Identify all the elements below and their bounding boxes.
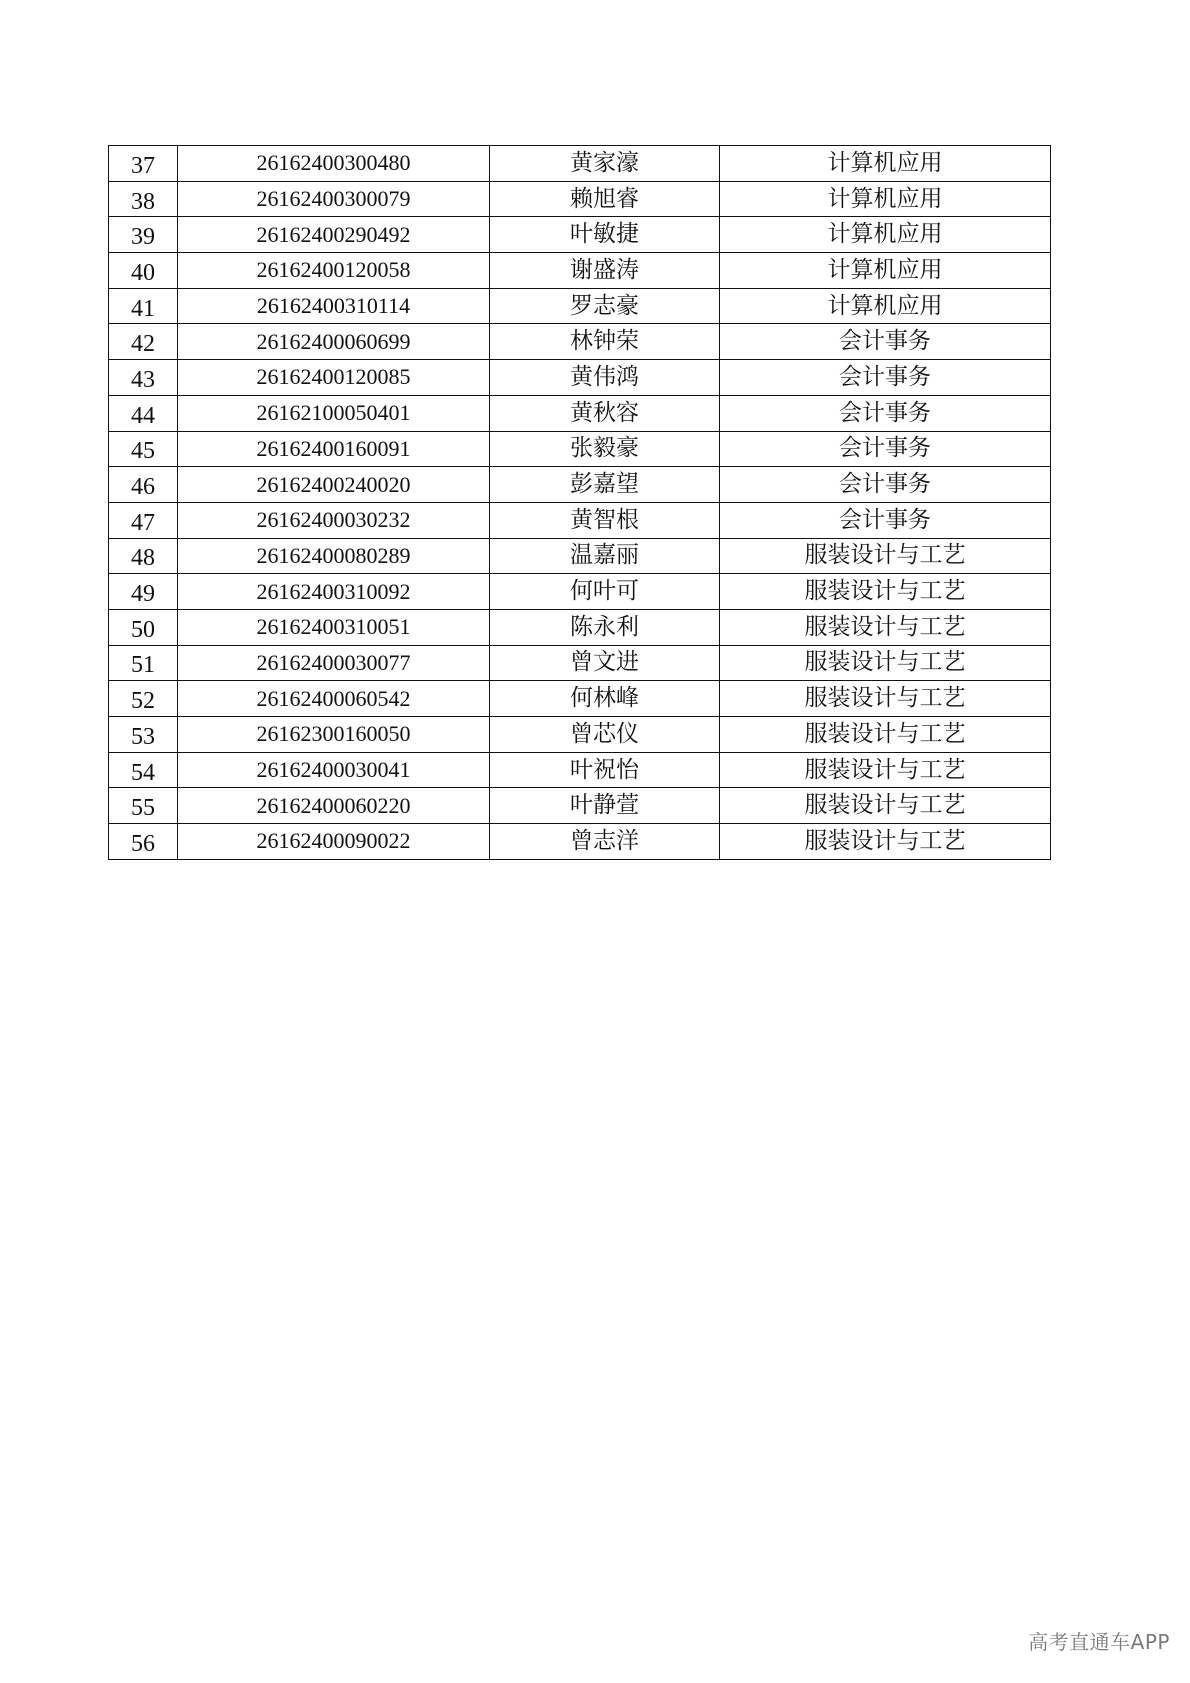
row-number-cell: 49 [109, 574, 178, 610]
student-name-cell: 曾志洋 [490, 824, 720, 860]
candidate-id-cell: 26162400120085 [178, 360, 490, 396]
table-row [109, 360, 1051, 396]
candidate-id-cell: 26162400310051 [178, 609, 490, 645]
table-row [109, 788, 1051, 824]
row-number-cell: 45 [109, 431, 178, 467]
table-row [109, 324, 1051, 360]
row-number-cell: 50 [109, 609, 178, 645]
student-name-cell: 林钟荣 [490, 324, 720, 360]
watermark: 高考直通车APP [1028, 1630, 1170, 1654]
major-cell: 计算机应用 [720, 146, 1051, 182]
row-number-cell: 41 [109, 288, 178, 324]
major-cell: 会计事务 [720, 360, 1051, 396]
major-cell: 服装设计与工艺 [720, 681, 1051, 717]
major-cell: 会计事务 [720, 431, 1051, 467]
student-name-cell: 谢盛涛 [490, 253, 720, 289]
candidate-id-cell: 26162400080289 [178, 538, 490, 574]
candidate-id-cell: 26162400090022 [178, 824, 490, 860]
table-row [109, 609, 1051, 645]
major-cell: 计算机应用 [720, 288, 1051, 324]
major-cell: 服装设计与工艺 [720, 717, 1051, 753]
major-cell: 服装设计与工艺 [720, 574, 1051, 610]
student-name-cell: 黄家濠 [490, 146, 720, 182]
row-number-cell: 54 [109, 752, 178, 788]
student-name-cell: 张毅豪 [490, 431, 720, 467]
student-name-cell: 叶祝怡 [490, 752, 720, 788]
candidate-id-cell: 26162100050401 [178, 395, 490, 431]
row-number-cell: 46 [109, 467, 178, 503]
candidate-id-cell: 26162400120058 [178, 253, 490, 289]
student-name-cell: 彭嘉望 [490, 467, 720, 503]
table-row [109, 395, 1051, 431]
major-cell: 服装设计与工艺 [720, 824, 1051, 860]
table-row [109, 253, 1051, 289]
major-cell: 会计事务 [720, 324, 1051, 360]
student-name-cell: 陈永利 [490, 609, 720, 645]
candidate-id-cell: 26162400310092 [178, 574, 490, 610]
table-row [109, 467, 1051, 503]
student-name-cell: 温嘉丽 [490, 538, 720, 574]
student-table-body [109, 146, 1051, 860]
student-name-cell: 赖旭睿 [490, 181, 720, 217]
row-number-cell: 48 [109, 538, 178, 574]
row-number-cell: 39 [109, 217, 178, 253]
row-number-cell: 37 [109, 146, 178, 182]
candidate-id-cell: 26162400310114 [178, 288, 490, 324]
candidate-id-cell: 26162400030041 [178, 752, 490, 788]
student-name-cell: 何叶可 [490, 574, 720, 610]
student-name-cell: 黄秋容 [490, 395, 720, 431]
candidate-id-cell: 26162400290492 [178, 217, 490, 253]
candidate-id-cell: 26162300160050 [178, 717, 490, 753]
candidate-id-cell: 26162400300079 [178, 181, 490, 217]
row-number-cell: 44 [109, 395, 178, 431]
row-number-cell: 56 [109, 824, 178, 860]
row-number-cell: 38 [109, 181, 178, 217]
major-cell: 计算机应用 [720, 181, 1051, 217]
row-number-cell: 55 [109, 788, 178, 824]
candidate-id-cell: 26162400030232 [178, 502, 490, 538]
row-number-cell: 52 [109, 681, 178, 717]
row-number-cell: 53 [109, 717, 178, 753]
table-row [109, 717, 1051, 753]
major-cell: 服装设计与工艺 [720, 538, 1051, 574]
table-row [109, 574, 1051, 610]
table-row [109, 681, 1051, 717]
table-row [109, 288, 1051, 324]
major-cell: 服装设计与工艺 [720, 788, 1051, 824]
table-row [109, 824, 1051, 860]
candidate-id-cell: 26162400060542 [178, 681, 490, 717]
table-row [109, 502, 1051, 538]
student-name-cell: 曾文进 [490, 645, 720, 681]
student-name-cell: 罗志豪 [490, 288, 720, 324]
major-cell: 计算机应用 [720, 253, 1051, 289]
row-number-cell: 40 [109, 253, 178, 289]
candidate-id-cell: 26162400240020 [178, 467, 490, 503]
row-number-cell: 51 [109, 645, 178, 681]
student-name-cell: 黄伟鸿 [490, 360, 720, 396]
student-name-cell: 叶静萱 [490, 788, 720, 824]
major-cell: 会计事务 [720, 467, 1051, 503]
table-row [109, 645, 1051, 681]
row-number-cell: 43 [109, 360, 178, 396]
table-row [109, 181, 1051, 217]
row-number-cell: 47 [109, 502, 178, 538]
table-row [109, 431, 1051, 467]
candidate-id-cell: 26162400060699 [178, 324, 490, 360]
candidate-id-cell: 26162400030077 [178, 645, 490, 681]
row-number-cell: 42 [109, 324, 178, 360]
major-cell: 服装设计与工艺 [720, 645, 1051, 681]
table-row [109, 752, 1051, 788]
table-row [109, 146, 1051, 182]
candidate-id-cell: 26162400160091 [178, 431, 490, 467]
major-cell: 计算机应用 [720, 217, 1051, 253]
student-table [108, 145, 1051, 860]
student-name-cell: 叶敏捷 [490, 217, 720, 253]
table-row [109, 217, 1051, 253]
candidate-id-cell: 26162400300480 [178, 146, 490, 182]
major-cell: 服装设计与工艺 [720, 609, 1051, 645]
student-name-cell: 何林峰 [490, 681, 720, 717]
table-row [109, 538, 1051, 574]
major-cell: 服装设计与工艺 [720, 752, 1051, 788]
student-name-cell: 曾芯仪 [490, 717, 720, 753]
major-cell: 会计事务 [720, 502, 1051, 538]
major-cell: 会计事务 [720, 395, 1051, 431]
student-name-cell: 黄智根 [490, 502, 720, 538]
candidate-id-cell: 26162400060220 [178, 788, 490, 824]
